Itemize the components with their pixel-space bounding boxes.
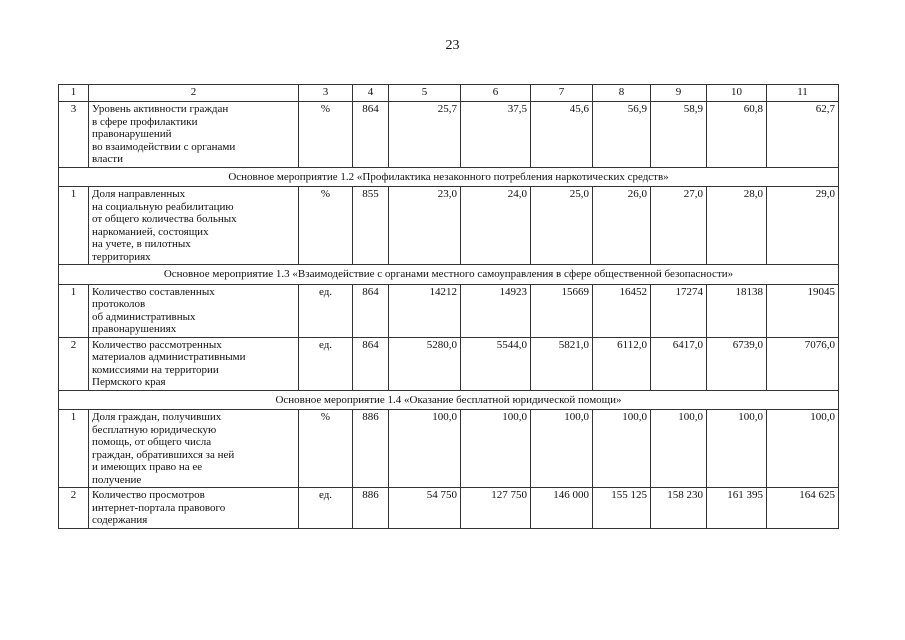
value-cell: 58,9: [651, 102, 707, 168]
value-cell: 56,9: [593, 102, 651, 168]
unit-cell: ед.: [299, 488, 353, 529]
section-title: Основное мероприятие 1.2 «Профилактика незаконного потребления наркотических средств»: [59, 167, 839, 187]
code-cell: 864: [353, 102, 389, 168]
value-cell: 5821,0: [531, 337, 593, 390]
indicator-name: Уровень активности граждан в сфере профилактики правонарушений во взаимодействии с органами власти: [89, 102, 299, 168]
indicator-name: Количество составленных протоколов об административных правонарушениях: [89, 284, 299, 337]
code-cell: 864: [353, 337, 389, 390]
value-cell: 62,7: [767, 102, 839, 168]
column-number-1: 1: [59, 85, 89, 102]
table-header-row: [59, 85, 839, 102]
column-number-2: 2: [89, 85, 299, 102]
table-row: [59, 284, 839, 337]
value-cell: 26,0: [593, 187, 651, 265]
value-cell: 155 125: [593, 488, 651, 529]
value-cell: 100,0: [531, 410, 593, 488]
column-number-6: 6: [461, 85, 531, 102]
section-title: Основное мероприятие 1.3 «Взаимодействие с органами местного самоуправления в сфере общественной безопасности»: [59, 265, 839, 285]
value-cell: 6739,0: [707, 337, 767, 390]
value-cell: 27,0: [651, 187, 707, 265]
column-number-5: 5: [389, 85, 461, 102]
indicators-table: [58, 84, 839, 529]
table-row: [59, 102, 839, 168]
value-cell: 15669: [531, 284, 593, 337]
value-cell: 5544,0: [461, 337, 531, 390]
value-cell: 45,6: [531, 102, 593, 168]
row-number: 1: [59, 284, 89, 337]
value-cell: 29,0: [767, 187, 839, 265]
value-cell: 54 750: [389, 488, 461, 529]
value-cell: 19045: [767, 284, 839, 337]
column-number-11: 11: [767, 85, 839, 102]
value-cell: 37,5: [461, 102, 531, 168]
column-number-10: 10: [707, 85, 767, 102]
value-cell: 100,0: [767, 410, 839, 488]
value-cell: 17274: [651, 284, 707, 337]
value-cell: 16452: [593, 284, 651, 337]
unit-cell: ед.: [299, 284, 353, 337]
section-row: [59, 390, 839, 410]
section-row: [59, 167, 839, 187]
value-cell: 100,0: [389, 410, 461, 488]
code-cell: 886: [353, 488, 389, 529]
value-cell: 23,0: [389, 187, 461, 265]
row-number: 1: [59, 410, 89, 488]
value-cell: 127 750: [461, 488, 531, 529]
value-cell: 28,0: [707, 187, 767, 265]
value-cell: 100,0: [593, 410, 651, 488]
code-cell: 855: [353, 187, 389, 265]
value-cell: 5280,0: [389, 337, 461, 390]
value-cell: 6112,0: [593, 337, 651, 390]
column-number-3: 3: [299, 85, 353, 102]
row-number: 2: [59, 337, 89, 390]
value-cell: 25,7: [389, 102, 461, 168]
indicator-name: Количество просмотров интернет-портала правового содержания: [89, 488, 299, 529]
code-cell: 886: [353, 410, 389, 488]
value-cell: 100,0: [461, 410, 531, 488]
value-cell: 100,0: [707, 410, 767, 488]
value-cell: 14923: [461, 284, 531, 337]
indicator-name: Количество рассмотренных материалов административными комиссиями на территории Пермского края: [89, 337, 299, 390]
section-title: Основное мероприятие 1.4 «Оказание бесплатной юридической помощи»: [59, 390, 839, 410]
column-number-8: 8: [593, 85, 651, 102]
value-cell: 7076,0: [767, 337, 839, 390]
value-cell: 164 625: [767, 488, 839, 529]
table-row: [59, 488, 839, 529]
unit-cell: %: [299, 102, 353, 168]
value-cell: 146 000: [531, 488, 593, 529]
value-cell: 25,0: [531, 187, 593, 265]
value-cell: 161 395: [707, 488, 767, 529]
row-number: 1: [59, 187, 89, 265]
table-row: [59, 187, 839, 265]
column-number-4: 4: [353, 85, 389, 102]
value-cell: 100,0: [651, 410, 707, 488]
row-number: 3: [59, 102, 89, 168]
unit-cell: %: [299, 187, 353, 265]
value-cell: 60,8: [707, 102, 767, 168]
table-row: [59, 337, 839, 390]
code-cell: 864: [353, 284, 389, 337]
row-number: 2: [59, 488, 89, 529]
unit-cell: ед.: [299, 337, 353, 390]
value-cell: 18138: [707, 284, 767, 337]
value-cell: 24,0: [461, 187, 531, 265]
section-row: [59, 265, 839, 285]
value-cell: 158 230: [651, 488, 707, 529]
value-cell: 14212: [389, 284, 461, 337]
table-row: [59, 410, 839, 488]
indicator-name: Доля направленных на социальную реабилитацию от общего количества больных наркоманией, состоящих на учете, в пилотных территориях: [89, 187, 299, 265]
indicator-name: Доля граждан, получивших бесплатную юридическую помощь, от общего числа граждан, обратившихся за ней и имеющих право на ее получение: [89, 410, 299, 488]
unit-cell: %: [299, 410, 353, 488]
page-number: 23: [445, 38, 460, 53]
column-number-7: 7: [531, 85, 593, 102]
value-cell: 6417,0: [651, 337, 707, 390]
column-number-9: 9: [651, 85, 707, 102]
